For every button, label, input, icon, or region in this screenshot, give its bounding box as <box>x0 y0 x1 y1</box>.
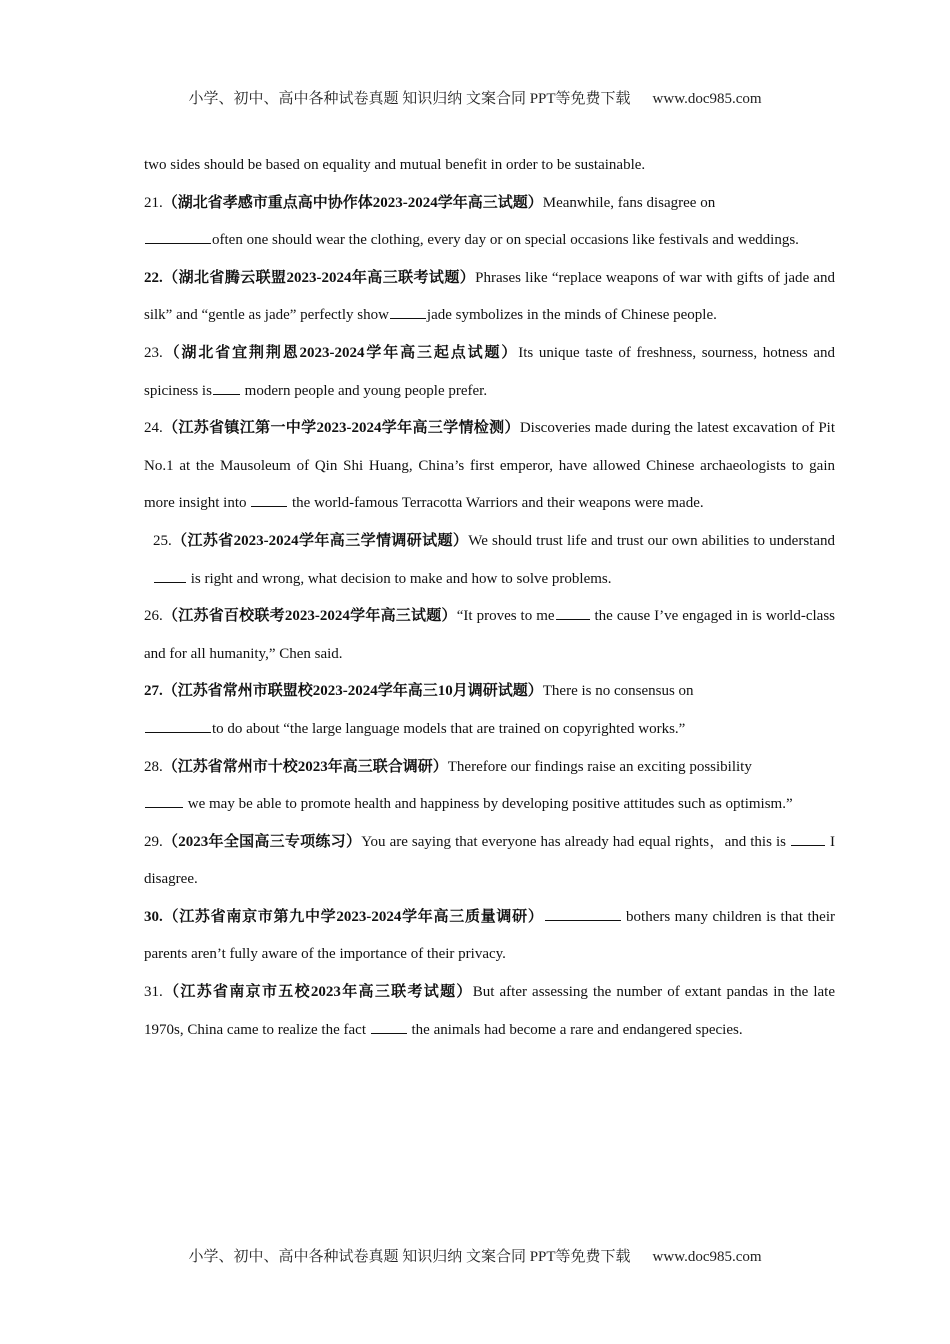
question-source: （江苏省百校联考2023-2024学年高三试题） <box>162 608 457 625</box>
question-number: 27. <box>144 683 163 700</box>
question-text-after: the cause I’ve engaged in is world-class and for all humanity,” Chen said. <box>144 608 836 662</box>
question-source: （江苏省南京市第九中学2023-2024学年高三质量调研） <box>162 908 544 925</box>
question-text-after: I disagree. <box>144 833 835 888</box>
answer-blank <box>251 492 287 507</box>
question-number: 24. <box>144 420 163 437</box>
question-22 <box>144 260 835 335</box>
question-source: （江苏省常州市联盟校2023-2024学年高三10月调研试题） <box>162 683 543 700</box>
question-27 <box>144 673 835 748</box>
question-25 <box>144 523 835 598</box>
header-site: www.doc985.com <box>652 91 762 107</box>
question-number: 29. <box>144 833 163 850</box>
header-text: 小学、初中、高中各种试卷真题 知识归纳 文案合同 PPT等免费下载 <box>188 91 631 107</box>
question-31 <box>144 974 835 1049</box>
question-number: 22. <box>144 269 163 286</box>
question-number: 21. <box>144 194 163 211</box>
question-source: （湖北省腾云联盟2023-2024年高三联考试题） <box>162 269 476 286</box>
footer-site: www.doc985.com <box>652 1249 762 1265</box>
answer-blank <box>145 718 211 733</box>
question-24 <box>144 410 835 523</box>
answer-blank <box>791 831 825 846</box>
question-23 <box>144 335 835 410</box>
question-source: （江苏省常州市十校2023年高三联合调研） <box>162 758 448 775</box>
question-text-after: the animals had become a rare and endangered species. <box>407 1021 743 1038</box>
question-text-before: Phrases like “replace weapons of war with gifts of jade and silk” and “gentle as jade” perfectly show <box>144 269 835 324</box>
page-header <box>0 87 950 108</box>
answer-blank <box>145 793 183 808</box>
question-text-after: bothers many children is that their parents aren’t fully aware of the importance of their privacy. <box>144 908 835 963</box>
question-list <box>144 147 835 1049</box>
continuation-text: two sides should be based on equality and mutual benefit in order to be sustainable. <box>144 157 646 173</box>
question-text-before: But after assessing the number of extant pandas in the late 1970s, China came to realize the fact <box>144 984 835 1038</box>
question-source: （湖北省孝感市重点高中协作体2023-2024学年高三试题） <box>162 194 543 211</box>
question-text-before: “It proves to me <box>456 608 555 625</box>
answer-blank <box>213 380 240 395</box>
question-28 <box>144 749 835 824</box>
question-21 <box>144 185 835 260</box>
footer-text: 小学、初中、高中各种试卷真题 知识归纳 文案合同 PPT等免费下载 <box>188 1249 631 1265</box>
question-26 <box>144 598 835 673</box>
question-number: 26. <box>144 608 163 625</box>
answer-blank <box>545 906 621 921</box>
question-number: 28. <box>144 758 163 775</box>
question-text-before: Therefore our findings raise an exciting possibility <box>447 758 752 775</box>
question-text-before: Its unique taste of freshness, sourness, hotness and spiciness is <box>144 344 836 399</box>
question-text-after: to do about “the large language models that are trained on copyrighted works.” <box>212 720 686 737</box>
question-text-before: We should trust life and trust our own abilities to understand <box>468 532 835 549</box>
answer-blank <box>154 568 186 583</box>
answer-blank <box>371 1019 407 1034</box>
question-text-after: is right and wrong, what decision to make and how to solve problems. <box>187 570 612 587</box>
question-text-after: modern people and young people prefer. <box>240 382 488 399</box>
page-footer <box>0 1245 950 1266</box>
question-text-after: we may be able to promote health and happiness by developing positive attitudes such as optimism.” <box>184 796 793 813</box>
question-number: 25. <box>153 532 172 549</box>
question-text-before: You are saying that everyone has already had equal rights，and this is <box>361 833 790 850</box>
question-30 <box>144 899 835 974</box>
question-text-before: There is no consensus on <box>542 683 694 700</box>
answer-blank <box>390 304 426 319</box>
question-text-after: jade symbolizes in the minds of Chinese people. <box>426 307 717 324</box>
question-number: 31. <box>144 984 163 1001</box>
question-source: （江苏省2023-2024学年高三学情调研试题） <box>171 532 469 549</box>
question-29 <box>144 824 835 899</box>
question-number: 30. <box>144 908 163 925</box>
answer-blank <box>145 229 211 244</box>
question-source: （湖北省宜荆荆恩2023-2024学年高三起点试题） <box>162 344 519 361</box>
question-text-after: often one should wear the clothing, every day or on special occasions like festivals and weddings. <box>212 232 799 249</box>
answer-blank <box>556 605 590 620</box>
question-text-before: Discoveries made during the latest excavation of Pit No.1 at the Mausoleum of Qin Shi Huang, China’s first emperor, have allowed Chinese archaeologists to gain more insight into <box>144 420 836 512</box>
question-source: （江苏省南京市五校2023年高三联考试题） <box>162 984 473 1001</box>
question-text-before: Meanwhile, fans disagree on <box>542 194 716 211</box>
question-source: （江苏省镇江第一中学2023-2024学年高三学情检测） <box>162 420 520 437</box>
question-number: 23. <box>144 344 163 361</box>
question-text-after: the world-famous Terracotta Warriors and their weapons were made. <box>288 495 704 512</box>
question-source: （2023年全国高三专项练习） <box>162 833 362 850</box>
